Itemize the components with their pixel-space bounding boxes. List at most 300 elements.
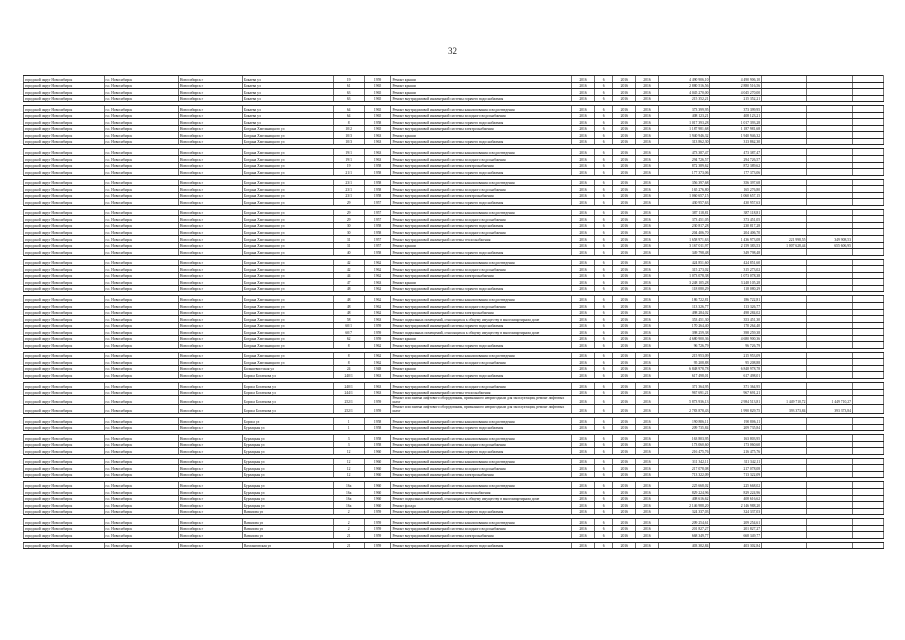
table-cell: 1958 [364,435,391,442]
table-cell: 6 [594,216,613,223]
table-cell: 19/1 [333,149,364,156]
table-cell: Ремонт крыши [391,279,572,286]
table-cell: 2016 [572,471,595,478]
table-cell: Новосибирск г [178,458,242,465]
table-cell: 2016 [613,342,636,349]
table-cell: 2016 [636,441,659,448]
table-cell: городской округ Новосибирск [24,372,105,379]
table-cell: Ремонт крыши [391,132,572,139]
table-cell: 1962 [364,285,391,292]
table-cell: 1963 [364,138,391,145]
table-cell: 2016 [636,249,659,256]
table-cell [807,542,852,549]
table-cell: Ремонт внутридомовой инженерной системы горячего водоснабжения [391,542,572,549]
table-cell: Богдана Хмельницкого ул [242,259,333,266]
table-cell: Новосибирск г [178,418,242,425]
table-cell: г.о. Новосибирск [104,138,178,145]
table-cell: 6 [594,525,613,532]
table-cell: г.о. Новосибирск [104,236,178,243]
table-cell: 1 017 393,28 [710,119,762,126]
table-cell: г.о. Новосибирск [104,329,178,336]
table-cell: Новосибирск г [178,266,242,273]
table-cell: 6 [594,106,613,113]
table-cell: 2016 [636,495,659,502]
table-cell: 2016 [613,352,636,359]
table-cell: Богдана Хмельницкого ул [242,229,333,236]
table-cell: 2016 [636,112,659,119]
table-cell: Богдана Хмельницкого ул [242,335,333,342]
table-cell: 2016 [613,249,636,256]
table-cell: 6 [594,149,613,156]
table-cell: г.о. Новосибирск [104,525,178,532]
table-cell [852,542,883,549]
table-cell: 713 322,09 [658,471,710,478]
table-cell: 6 [594,82,613,89]
table-cell: 2016 [613,132,636,139]
table-cell: 21 [333,542,364,549]
table-cell: городской округ Новосибирск [24,508,105,515]
table-cell: 294 726,57 [658,156,710,163]
table-cell: 6 848 978,78 [710,365,762,372]
table-cell: Новосибирск г [178,112,242,119]
table-cell: г.о. Новосибирск [104,82,178,89]
table-cell: 373 451,05 [710,216,762,223]
table-cell: городской округ Новосибирск [24,316,105,323]
table-cell: 240/1 [333,372,364,379]
table-cell: 1962 [364,359,391,366]
table-cell: Ремонт внутридомовой инженерной системы горячего водоснабжения [391,199,572,206]
table-cell: 2016 [572,242,595,249]
table-cell: 2016 [572,249,595,256]
page-number: 32 [448,46,457,56]
table-cell: Богдана Хмельницкого ул [242,296,333,303]
table-cell: 3 [333,441,364,448]
table-cell: Новосибирск г [178,352,242,359]
table-cell: 2016 [636,179,659,186]
table-cell: 324 337,03 [658,508,710,515]
table-cell: 1960 [364,482,391,489]
table-cell: 2016 [572,495,595,502]
table-cell: Ремонт внутридомовой инженерной системы горячего водоснабжения [391,119,572,126]
table-cell: 6 [594,352,613,359]
table-cell: 6 [594,342,613,349]
table-cell: 2016 [572,458,595,465]
table-cell: 165 276,80 [710,186,762,193]
table-cell: 6 [594,322,613,329]
table-cell: 64 [333,106,364,113]
table-cell: 2016 [572,236,595,243]
table-cell: 1962 [364,352,391,359]
table-cell: 1960 [364,502,391,509]
table-cell: 1959 [364,396,391,405]
table-cell: Новосибирск г [178,502,242,509]
table-cell: г.о. Новосибирск [104,405,178,414]
table-cell: 30 [333,229,364,236]
table-cell: 186 722,81 [710,296,762,303]
table-cell: городской округ Новосибирск [24,112,105,119]
table-cell: Ремонт подвальных помещений, относящихся к общему имуществу в многоквартирном доме [391,495,572,502]
table-cell: 204 406,70 [658,229,710,236]
table-cell: Бурлацкая ул [242,502,333,509]
table-cell: 2016 [572,179,595,186]
table-cell: Богдана Хмельницкого ул [242,272,333,279]
table-cell: 2016 [613,222,636,229]
table-cell: Ремонт внутридомовой инженерной системы канализования и водоотведения [391,296,572,303]
table-cell: 8 [333,352,364,359]
table-cell: 2016 [613,169,636,176]
table-cell: 6 [594,272,613,279]
table-cell: Богдана Хмельницкого ул [242,169,333,176]
table-cell: г.о. Новосибирск [104,382,178,389]
table-cell: 2016 [613,525,636,532]
table-cell: Ремонт внутридомовой инженерной системы электроснабжения [391,162,572,169]
table-cell: 19 [333,76,364,83]
table-cell: Ремонт подвальных помещений, относящихся к общему имуществу в многоквартирном доме [391,316,572,323]
table-cell: городской округ Новосибирск [24,106,105,113]
table-cell: 294 726,57 [710,156,762,163]
table-cell: 2016 [636,382,659,389]
table-cell: Ремонт внутридомовой инженерной системы канализования и водоотведения [391,259,572,266]
table-cell: городской округ Новосибирск [24,382,105,389]
table-cell: 6 [594,542,613,549]
table-cell: 6 [594,119,613,126]
table-cell: 2016 [572,532,595,539]
table-cell: 6 [594,259,613,266]
table-cell: 2016 [636,372,659,379]
table-cell: 170 264,40 [710,322,762,329]
table-cell: Ремонт внутридомовой инженерной системы горячего водоснабжения [391,222,572,229]
table-cell: 1962 [364,296,391,303]
table-cell: 2016 [572,138,595,145]
table-cell: Бурлацкая ул [242,448,333,455]
table-cell: 21 [333,532,364,539]
table-cell: 617 498,01 [710,372,762,379]
table-cell: 6 [594,192,613,199]
table-cell: Новосибирск г [178,329,242,336]
table-cell: 1963 [364,389,391,396]
table-cell: Ремонт внутридомовой инженерной системы холодного водоснабжения [391,216,572,223]
table-cell: 4 490 906,10 [710,76,762,83]
table-cell: 2016 [572,342,595,349]
table-cell: 1960 [364,448,391,455]
table-cell: 2 146 988,20 [658,502,710,509]
table-cell: 2016 [636,352,659,359]
table-cell: 2016 [572,216,595,223]
table-cell: г.о. Новосибирск [104,285,178,292]
table-cell: 2016 [636,186,659,193]
table-cell: 398 259,38 [658,329,710,336]
table-cell: 2016 [572,309,595,316]
table-cell: Новосибирск г [178,441,242,448]
table-cell: 1962 [364,342,391,349]
table-cell: городской округ Новосибирск [24,249,105,256]
table-cell: Богдана Хмельницкого ул [242,249,333,256]
table-cell: 2016 [636,448,659,455]
table-cell: городской округ Новосибирск [24,418,105,425]
table-cell: 10/3 [333,132,364,139]
table-cell: Новосибирск г [178,372,242,379]
table-cell: городской округ Новосибирск [24,458,105,465]
table-cell: 1 073 078,38 [658,272,710,279]
table-cell: 118 080,29 [710,285,762,292]
table-cell: 2016 [613,316,636,323]
table-cell: 2016 [572,119,595,126]
table-cell: 1957 [364,199,391,206]
table-cell: 872 389,62 [710,162,762,169]
table-cell: Новосибирск г [178,95,242,102]
table-cell: Новосибирск г [178,471,242,478]
table-cell: 1959 [364,76,391,83]
table-cell: городской округ Новосибирск [24,448,105,455]
table-cell: 42 [333,266,364,273]
table-cell: 4 045 270,00 [710,89,762,96]
table-cell: 2016 [636,236,659,243]
table-cell: 311 342,11 [710,458,762,465]
table-cell: Новосибирск г [178,322,242,329]
table-cell: 95 208,88 [710,359,762,366]
table-cell: 6 [594,502,613,509]
table-cell: Бокаева ул [242,76,333,83]
table-cell: 668 349,77 [710,532,762,539]
table-cell: 315 273,02 [658,266,710,273]
table-cell: 1959 [364,405,391,414]
table-cell: Ремонт внутридомовой инженерной системы горячего водоснабжения [391,448,572,455]
table-cell: 209 735,84 [658,424,710,431]
table-cell: 6 [594,382,613,389]
table-cell [852,396,883,405]
table-cell: городской округ Новосибирск [24,125,105,132]
table-cell: городской округ Новосибирск [24,424,105,431]
table-cell: 2016 [613,242,636,249]
table-cell: 19/1 [333,156,364,163]
table-cell: г.о. Новосибирск [104,389,178,396]
table-cell: 353 451,30 [658,316,710,323]
table-cell: 42 [333,259,364,266]
table-cell: 430 957,63 [710,199,762,206]
table-cell: Новосибирск г [178,532,242,539]
table-cell: Ремонт внутридомовой инженерной системы холодного водоснабжения [391,186,572,193]
table-cell: городской округ Новосибирск [24,169,105,176]
table-cell: 216 475,76 [710,448,762,455]
table-cell: 1958 [364,186,391,193]
table-cell: городской округ Новосибирск [24,441,105,448]
table-cell: г.о. Новосибирск [104,119,178,126]
table-cell: 6 [594,532,613,539]
table-cell: 2016 [572,542,595,549]
table-cell: 48 [333,285,364,292]
table-cell: 2016 [572,441,595,448]
table-cell: 190 806,11 [710,418,762,425]
table-cell: 2016 [613,471,636,478]
table-cell: 2016 [636,259,659,266]
table-cell: 6 [594,405,613,414]
table-cell: 113 326,77 [710,302,762,309]
table-cell: 2016 [636,482,659,489]
table-cell: Новосибирск г [178,365,242,372]
table-cell: 1965 [364,125,391,132]
table-cell: городской округ Новосибирск [24,95,105,102]
table-cell: 371 364,95 [658,382,710,389]
table-cell: 6 [594,169,613,176]
table-cell: г.о. Новосибирск [104,242,178,249]
table-cell: 8 [333,342,364,349]
table-cell: 48 [333,302,364,309]
table-cell: 2016 [636,435,659,442]
table-cell: Новосибирск г [178,435,242,442]
table-cell: 424 851,60 [658,259,710,266]
table-cell: 113 326,77 [658,302,710,309]
table-cell: 2016 [613,95,636,102]
table-cell: г.о. Новосибирск [104,302,178,309]
table-cell: Богдана Хмельницкого ул [242,285,333,292]
table-cell: Новосибирск г [178,106,242,113]
table-cell: Бокаева ул [242,82,333,89]
table-cell: г.о. Новосибирск [104,132,178,139]
table-cell: городской округ Новосибирск [24,405,105,414]
table-cell: 430 957,63 [658,199,710,206]
table-cell: Бурлацкая ул [242,482,333,489]
table-cell: 23/1 [333,192,364,199]
table-cell: г.о. Новосибирск [104,441,178,448]
table-cell: г.о. Новосибирск [104,502,178,509]
table-cell: 6 [594,424,613,431]
table-cell: 16а [333,502,364,509]
table-cell: г.о. Новосибирск [104,532,178,539]
table-cell: 12 [333,471,364,478]
table-cell: городской округ Новосибирск [24,186,105,193]
table-cell: Новосибирск г [178,495,242,502]
table-cell: 2016 [636,132,659,139]
table-cell: 313 862,30 [658,138,710,145]
table-cell: Бориса Богаткова ул [242,372,333,379]
table-row [24,405,884,414]
table-cell: 2016 [613,216,636,223]
table-cell: городской округ Новосибирск [24,76,105,83]
table-cell: городской округ Новосибирск [24,209,105,216]
table-cell: 1965 [364,89,391,96]
table-cell: Большевистская ул [242,365,333,372]
table-cell: 1 187 981,68 [710,125,762,132]
table-cell: городской округ Новосибирск [24,329,105,336]
table-cell: 349 798,48 [710,249,762,256]
table-cell: Новосибирск г [178,259,242,266]
table-cell: 177 373,06 [658,169,710,176]
table-cell: Новосибирск г [178,519,242,526]
table-cell: 170 264,40 [658,322,710,329]
table-cell: 2016 [572,106,595,113]
table-cell: 2016 [613,329,636,336]
table-cell: г.о. Новосибирск [104,495,178,502]
table-cell: 63 [333,95,364,102]
table-cell: г.о. Новосибирск [104,125,178,132]
table-cell: 201 827,27 [658,525,710,532]
table-cell: 8 [333,359,364,366]
table-cell: 2016 [613,192,636,199]
table-cell: 2016 [636,242,659,249]
table-cell: Новосибирск г [178,229,242,236]
table-cell: 1963 [364,156,391,163]
table-cell: Богдана Хмельницкого ул [242,199,333,206]
table-cell: 252/1 [333,405,364,414]
table-cell: городской округ Новосибирск [24,149,105,156]
table-cell: городской округ Новосибирск [24,322,105,329]
table-cell: городской округ Новосибирск [24,519,105,526]
table-cell: 2016 [572,149,595,156]
table-cell: 217 078,08 [658,465,710,472]
table-cell: 12 [333,448,364,455]
table-cell: 1960 [364,471,391,478]
table-cell: 2016 [636,125,659,132]
table-cell: 2016 [636,138,659,145]
table-cell: 204 406,70 [710,229,762,236]
table-cell: 163 803,95 [710,435,762,442]
table-cell: Вавилова ул [242,532,333,539]
table-cell: 2016 [613,138,636,145]
table-cell: 2016 [636,95,659,102]
table-cell: 2016 [572,199,595,206]
table-cell: 2016 [613,365,636,372]
table-cell: 2016 [613,76,636,83]
table-cell: Ремонт внутридомовой инженерной системы канализования и водоотведения [391,519,572,526]
table-cell: 2016 [636,156,659,163]
table-cell: 96 726,79 [658,342,710,349]
table-cell: 1957 [364,209,391,216]
table-cell: 353 451,30 [710,316,762,323]
table-cell: 6 848 978,78 [658,365,710,372]
table-cell: Ремонт внутридомовой инженерной системы горячего водоснабжения [391,322,572,329]
table-cell: 2016 [572,192,595,199]
table-cell: городской округ Новосибирск [24,396,105,405]
table-cell: 6 [594,112,613,119]
table-cell: 2016 [572,279,595,286]
table-cell: 215 953,09 [710,352,762,359]
table-cell: 47 [333,279,364,286]
table-cell: Новосибирск г [178,542,242,549]
table-cell: Бурлацкая ул [242,465,333,472]
table-cell: 6 [594,458,613,465]
table-cell: 2016 [572,322,595,329]
table-cell: Ремонт внутридомовой инженерной системы канализования и водоотведения [391,149,572,156]
table-cell: Ремонт внутридомовой инженерной системы горячего водоснабжения [391,169,572,176]
table-cell: 8 [333,119,364,126]
table-cell: Богдана Хмельницкого ул [242,342,333,349]
table-cell: 373 451,05 [658,216,710,223]
table-cell: Новосибирск г [178,309,242,316]
table-cell: 2016 [613,266,636,273]
table-cell: 2016 [572,508,595,515]
table-cell: г.о. Новосибирск [104,482,178,489]
table-cell: Бурлацкая ул [242,458,333,465]
table-cell: 31 [333,242,364,249]
table-cell: 2016 [613,236,636,243]
table-cell: 2016 [572,82,595,89]
table-cell: 2016 [636,525,659,532]
table-cell: 6 [594,236,613,243]
table-cell: городской округ Новосибирск [24,542,105,549]
table-cell: 408 123,21 [658,112,710,119]
table-cell: 215 953,09 [658,352,710,359]
table-cell: Ремонт внутридомовой инженерной системы электроснабжения [391,192,572,199]
table-cell: городской округ Новосибирск [24,179,105,186]
table-cell: 2016 [636,272,659,279]
table-cell: 215 352,21 [658,95,710,102]
table-cell: Новосибирск г [178,149,242,156]
table-cell: 6 [594,435,613,442]
table-cell: Ремонт внутридомовой инженерной системы холодного водоснабжения [391,441,572,448]
table-cell: г.о. Новосибирск [104,106,178,113]
table-cell: Ремонт внутридомовой инженерной системы горячего водоснабжения [391,508,572,515]
table-cell: 31 [333,236,364,243]
